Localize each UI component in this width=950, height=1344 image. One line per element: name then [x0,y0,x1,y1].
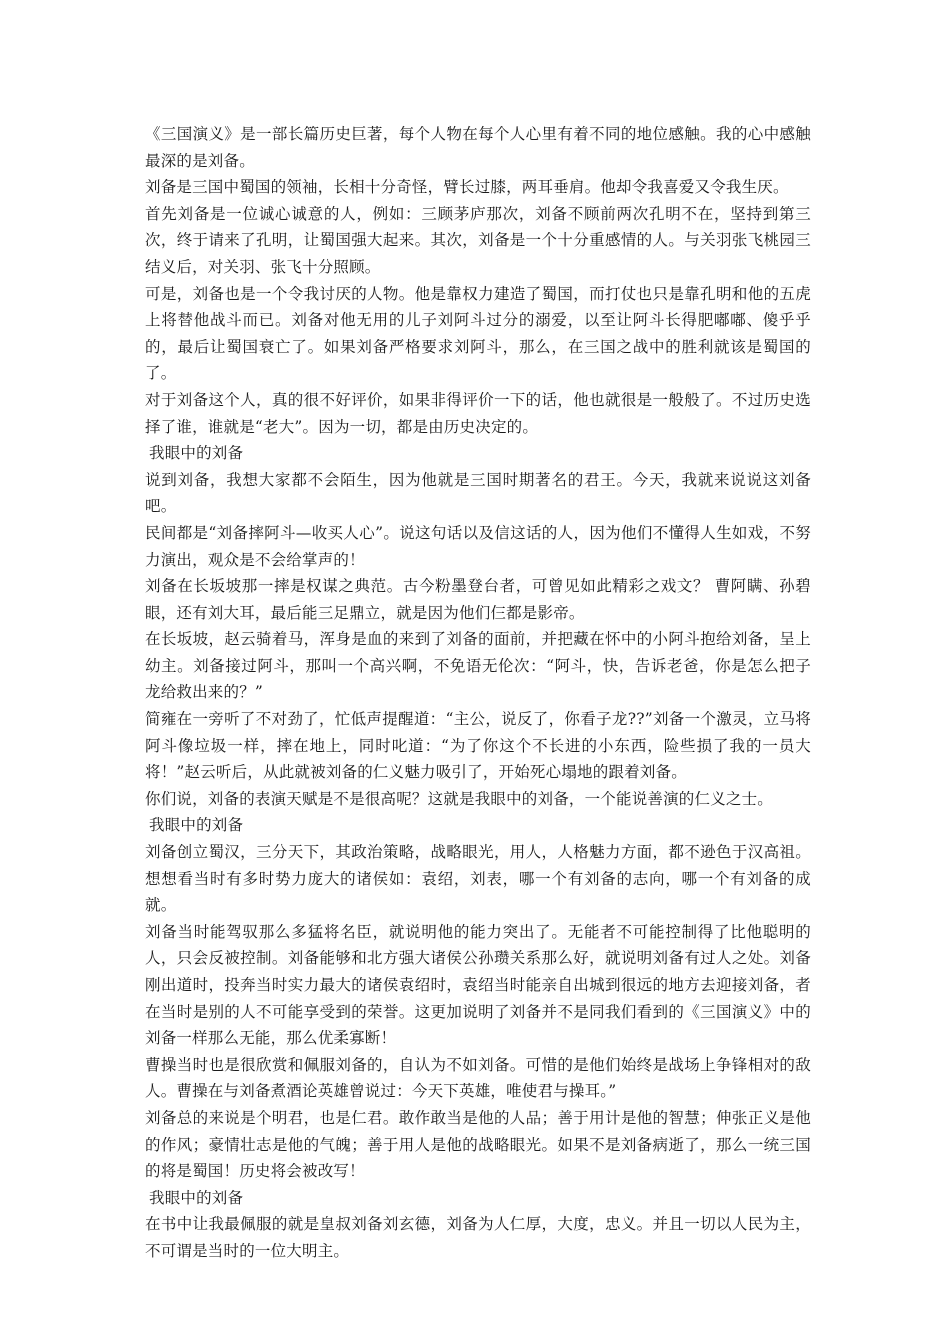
paragraph: 在书中让我最佩服的就是皇叔刘备刘玄德，刘备为人仁厚，大度，忠义。并且一切以人民为主，不可谓是当时的一位大明主。 [145,1215,811,1260]
paragraph: 说到刘备，我想大家都不会陌生，因为他就是三国时期著名的君王。今天，我就来说说这刘备吧。 [145,470,811,516]
paragraph: 刘备创立蜀汉，三分天下，其政治策略，战略眼光，用人，人格魅力方面，都不逊色于汉高祖。想想看当时有多时势力庞大的诸侯如：袁绍，刘表，哪一个有刘备的志向，哪一个有刘备的成就。 [145,843,811,915]
section-heading: 我眼中的刘备 [149,444,244,463]
paragraph: 在长坂坡，赵云骑着马，浑身是血的来到了刘备的面前，并把藏在怀中的小阿斗抱给刘备，呈上幼主。刘备接过阿斗，那叫一个高兴啊，不免语无伦次：“阿斗，快，告诉老爸，你是怎么把子龙给救出来的？” [145,630,811,702]
paragraph: 刘备是三国中蜀国的领袖，长相十分奇怪，臂长过膝，两耳垂肩。他却令我喜爱又令我生厌。 [145,178,789,197]
paragraph: 曹操当时也是很欣赏和佩服刘备的，自认为不如刘备。可惜的是他们始终是战场上争锋相对的敌人。曹操在与刘备煮酒论英雄曾说过：今天下英雄，唯使君与操耳。” [145,1055,811,1101]
paragraph: 对于刘备这个人，真的很不好评价，如果非得评价一下的话，他也就很是一般般了。不过历史选择了谁，谁就是“老大”。因为一切，都是由历史决定的。 [145,390,811,436]
paragraph: 刘备总的来说是个明君，也是仁君。敢作敢当是他的人品；善于用计是他的智慧；伸张正义是他的作风；豪情壮志是他的气魄；善于用人是他的战略眼光。如果不是刘备病逝了，那么一统三国的将是蜀国！历史将会被改写！ [145,1108,811,1181]
paragraph: 《三国演义》是一部长篇历史巨著，每个人物在每个人心里有着不同的地位感触。我的心中感触最深的是刘备。 [145,125,811,170]
paragraph: 首先刘备是一位诚心诚意的人，例如：三顾茅庐那次，刘备不顾前两次孔明不在，坚持到第三次，终于请来了孔明，让蜀国强大起来。其次，刘备是一个十分重感情的人。与关羽张飞桃园三结义后，对关羽、张飞十分照顾。 [145,204,811,276]
paragraph: 可是，刘备也是一个令我讨厌的人物。他是靠权力建造了蜀国，而打仗也只是靠孔明和他的五虎上将替他战斗而已。刘备对他无用的儿子刘阿斗过分的溺爱，以至让阿斗长得肥嘟嘟、傻乎乎的，最后让蜀国衰亡了。如果刘备严格要求刘阿斗，那么，在三国之战中的胜利就该是蜀国的了。 [145,284,811,383]
paragraph: 民间都是“刘备摔阿斗—收买人心”。说这句话以及信这话的人，因为他们不懂得人生如戏，不努力演出，观众是不会给掌声的！ [145,523,811,569]
paragraph: 简雍在一旁听了不对劲了，忙低声提醒道：“主公，说反了，你看子龙??”刘备一个激灵，立马将阿斗像垃圾一样，摔在地上，同时叱道：“为了你这个不长进的小东西，险些损了我的一员大将！”赵云听后，从此就被刘备的仁义魅力吸引了，开始死心塌地的跟着刘备。 [145,710,811,782]
section-heading: 我眼中的刘备 [149,816,244,835]
paragraph: 你们说，刘备的表演天赋是不是很高呢？这就是我眼中的刘备，一个能说善演的仁义之士。 [145,789,774,808]
paragraph: 刘备当时能驾驭那么多猛将名臣，就说明他的能力突出了。无能者不可能控制得了比他聪明的人，只会反被控制。刘备能够和北方强大诸侯公孙瓒关系那么好，就说明刘备有过人之处。刘备刚出道时，投奔当时实力最大的诸侯袁绍时，袁绍当时能亲自出城到很远的地方去迎接刘备，者在当时是别的人不可能享受到的荣誉。这更加说明了刘备并不是同我们看到的《三国演义》中的刘备一样那么无能，那么优柔寡断！ [145,922,811,1048]
document-page [145,121,811,1265]
paragraph: 刘备在长坂坡那一摔是权谋之典范。古今粉墨登台者，可曾见如此精彩之戏文？ 曹阿瞒、孙碧眼，还有刘大耳，最后能三足鼎立，就是因为他们仨都是影帝。 [145,577,811,622]
section-heading: 我眼中的刘备 [149,1188,244,1207]
